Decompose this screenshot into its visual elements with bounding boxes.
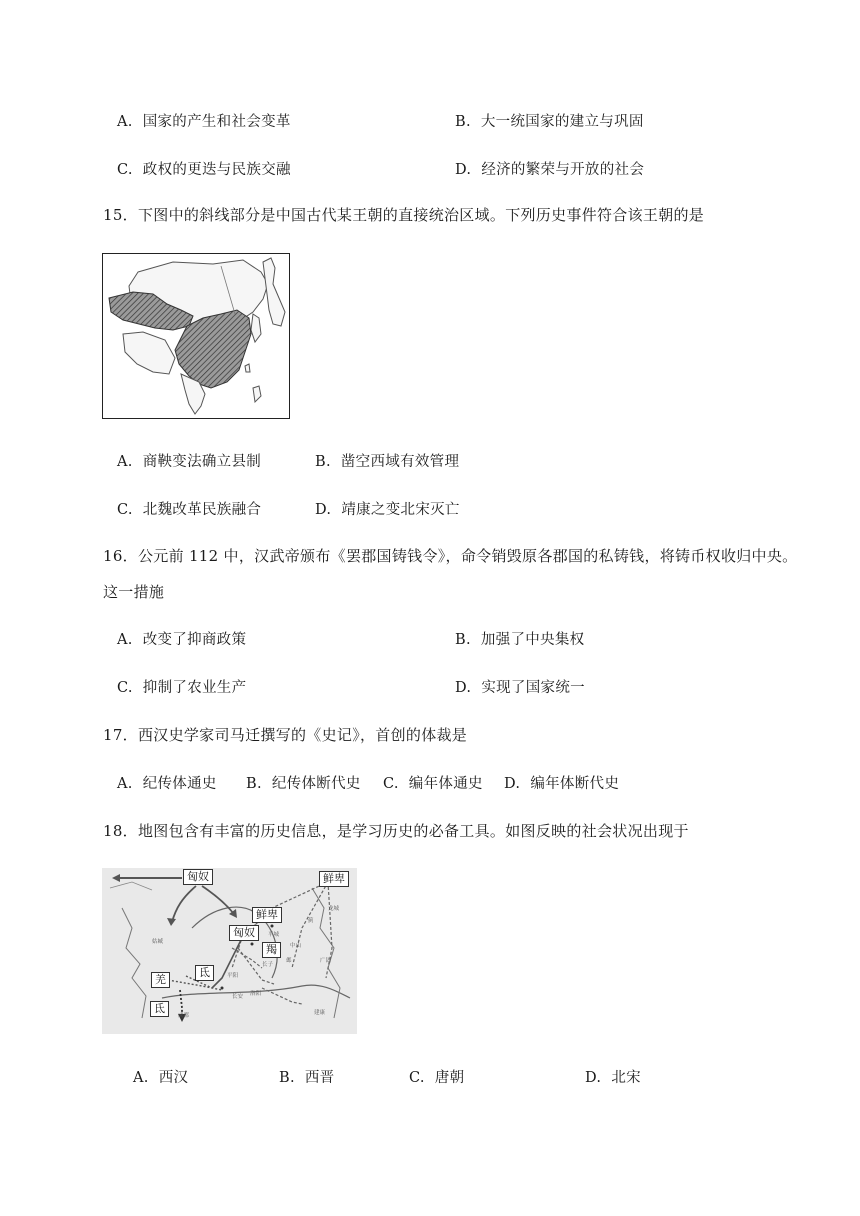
option-text: 抑制了农业生产 — [142, 680, 247, 696]
option-letter: A. — [117, 776, 133, 792]
option-letter: D. — [315, 502, 332, 518]
place-changan: 长安 — [232, 994, 244, 1000]
label-jie: 羯 — [262, 942, 281, 958]
place-ji: 蓟 — [308, 918, 314, 924]
option-letter: B. — [455, 632, 471, 648]
q18-option-d[interactable] — [585, 1066, 641, 1087]
option-letter: A. — [117, 114, 133, 130]
option-text: 商鞅变法确立县制 — [142, 454, 262, 470]
q14-option-d[interactable] — [455, 158, 644, 179]
label-di-upper: 氐 — [195, 965, 214, 981]
option-text: 凿空西域有效管理 — [340, 454, 460, 470]
q18-stem: 18．地图包含有丰富的历史信息，是学习历史的必备工具。如图反映的社会状况出现于 — [103, 822, 689, 840]
q18-option-b[interactable] — [279, 1066, 334, 1087]
option-text: 国家的产生和社会变革 — [142, 114, 291, 130]
place-luoyang: 洛阳 — [250, 991, 262, 997]
q16-option-b[interactable] — [455, 628, 584, 649]
label-xianbei-central: 鲜卑 — [252, 907, 282, 923]
q16-option-a[interactable] — [117, 628, 246, 649]
label-xiongnu-central: 匈奴 — [229, 925, 259, 941]
q14-option-a[interactable] — [117, 110, 291, 131]
option-letter: C. — [409, 1070, 425, 1086]
label-xianbei-northeast: 鲜卑 — [319, 871, 349, 887]
option-text: 靖康之变北宋灭亡 — [341, 502, 460, 518]
place-chengdu: 成都 — [178, 1013, 190, 1019]
label-qiang: 羌 — [151, 972, 170, 988]
option-text: 大一统国家的建立与巩固 — [480, 114, 644, 130]
q17-option-a[interactable] — [117, 772, 217, 793]
map-drawing — [103, 254, 289, 418]
option-text: 实现了国家统一 — [481, 680, 585, 696]
option-letter: A. — [117, 632, 133, 648]
option-letter: A. — [117, 454, 133, 470]
option-letter: C. — [383, 776, 399, 792]
q15-option-c[interactable] — [117, 498, 261, 519]
option-text: 加强了中央集权 — [480, 632, 585, 648]
option-letter: C. — [117, 680, 133, 696]
label-di-lower: 氐 — [150, 1001, 169, 1017]
q17-stem: 17．西汉史学家司马迁撰写的《史记》，首创的体裁是 — [103, 726, 468, 744]
q15-stem: 15．下图中的斜线部分是中国古代某王朝的直接统治区域。下列历史事件符合该王朝的是 — [103, 206, 705, 224]
option-letter: B. — [315, 454, 331, 470]
q15-option-a[interactable] — [117, 450, 261, 471]
option-letter: D. — [455, 680, 472, 696]
option-letter: D. — [455, 162, 472, 178]
q15-option-d[interactable] — [315, 498, 460, 519]
place-jiankang: 建康 — [314, 1010, 326, 1016]
place-zhangzi: 长子 — [262, 962, 274, 968]
q17-option-b[interactable] — [246, 772, 361, 793]
q14-option-c[interactable] — [117, 158, 291, 179]
place-zhongshan: 中山 — [290, 943, 302, 949]
option-text: 纪传体通史 — [142, 776, 217, 792]
place-longcheng: 龙城 — [328, 906, 340, 912]
option-letter: B. — [455, 114, 471, 130]
option-letter: D. — [585, 1070, 602, 1086]
q18-option-a[interactable] — [133, 1066, 188, 1087]
q17-option-d[interactable] — [504, 772, 619, 793]
q16-stem-line1: 16．公元前 112 中，汉武帝颁布《罢郡国铸钱令》，命令销毁原各郡国的私铸钱，将铸币权收归中央。 — [103, 547, 798, 565]
q14-option-b[interactable] — [455, 110, 644, 131]
q16-option-d[interactable] — [455, 676, 585, 697]
q17-option-c[interactable] — [383, 772, 483, 793]
option-letter: B. — [246, 776, 262, 792]
option-letter: A. — [133, 1070, 149, 1086]
place-guanggu: 广固 — [320, 958, 332, 964]
q18-migration-map — [102, 868, 357, 1034]
option-text: 西晋 — [304, 1070, 335, 1086]
place-pingcheng: 平城 — [268, 932, 280, 938]
option-text: 改变了抑商政策 — [142, 632, 247, 648]
option-letter: B. — [279, 1070, 295, 1086]
option-text: 纪传体断代史 — [271, 776, 361, 792]
option-letter: D. — [504, 776, 521, 792]
label-xiongnu-north: 匈奴 — [183, 869, 213, 885]
option-text: 编年体通史 — [408, 776, 483, 792]
option-text: 西汉 — [158, 1070, 189, 1086]
option-text: 唐朝 — [434, 1070, 465, 1086]
q18-option-c[interactable] — [409, 1066, 464, 1087]
option-text: 经济的繁荣与开放的社会 — [481, 162, 645, 178]
place-ye: 邺 — [286, 958, 292, 964]
q15-option-b[interactable] — [315, 450, 459, 471]
q16-stem-line2: 这一措施 — [103, 583, 165, 601]
option-text: 北魏改革民族融合 — [142, 502, 262, 518]
place-pingyang: 平阳 — [227, 973, 239, 979]
option-text: 政权的更迭与民族交融 — [142, 162, 291, 178]
option-letter: C. — [117, 162, 133, 178]
option-letter: C. — [117, 502, 133, 518]
q16-option-c[interactable] — [117, 676, 246, 697]
q15-territory-map — [102, 253, 290, 419]
place-guzang: 姑臧 — [152, 939, 164, 945]
option-text: 编年体断代史 — [530, 776, 620, 792]
option-text: 北宋 — [611, 1070, 641, 1086]
